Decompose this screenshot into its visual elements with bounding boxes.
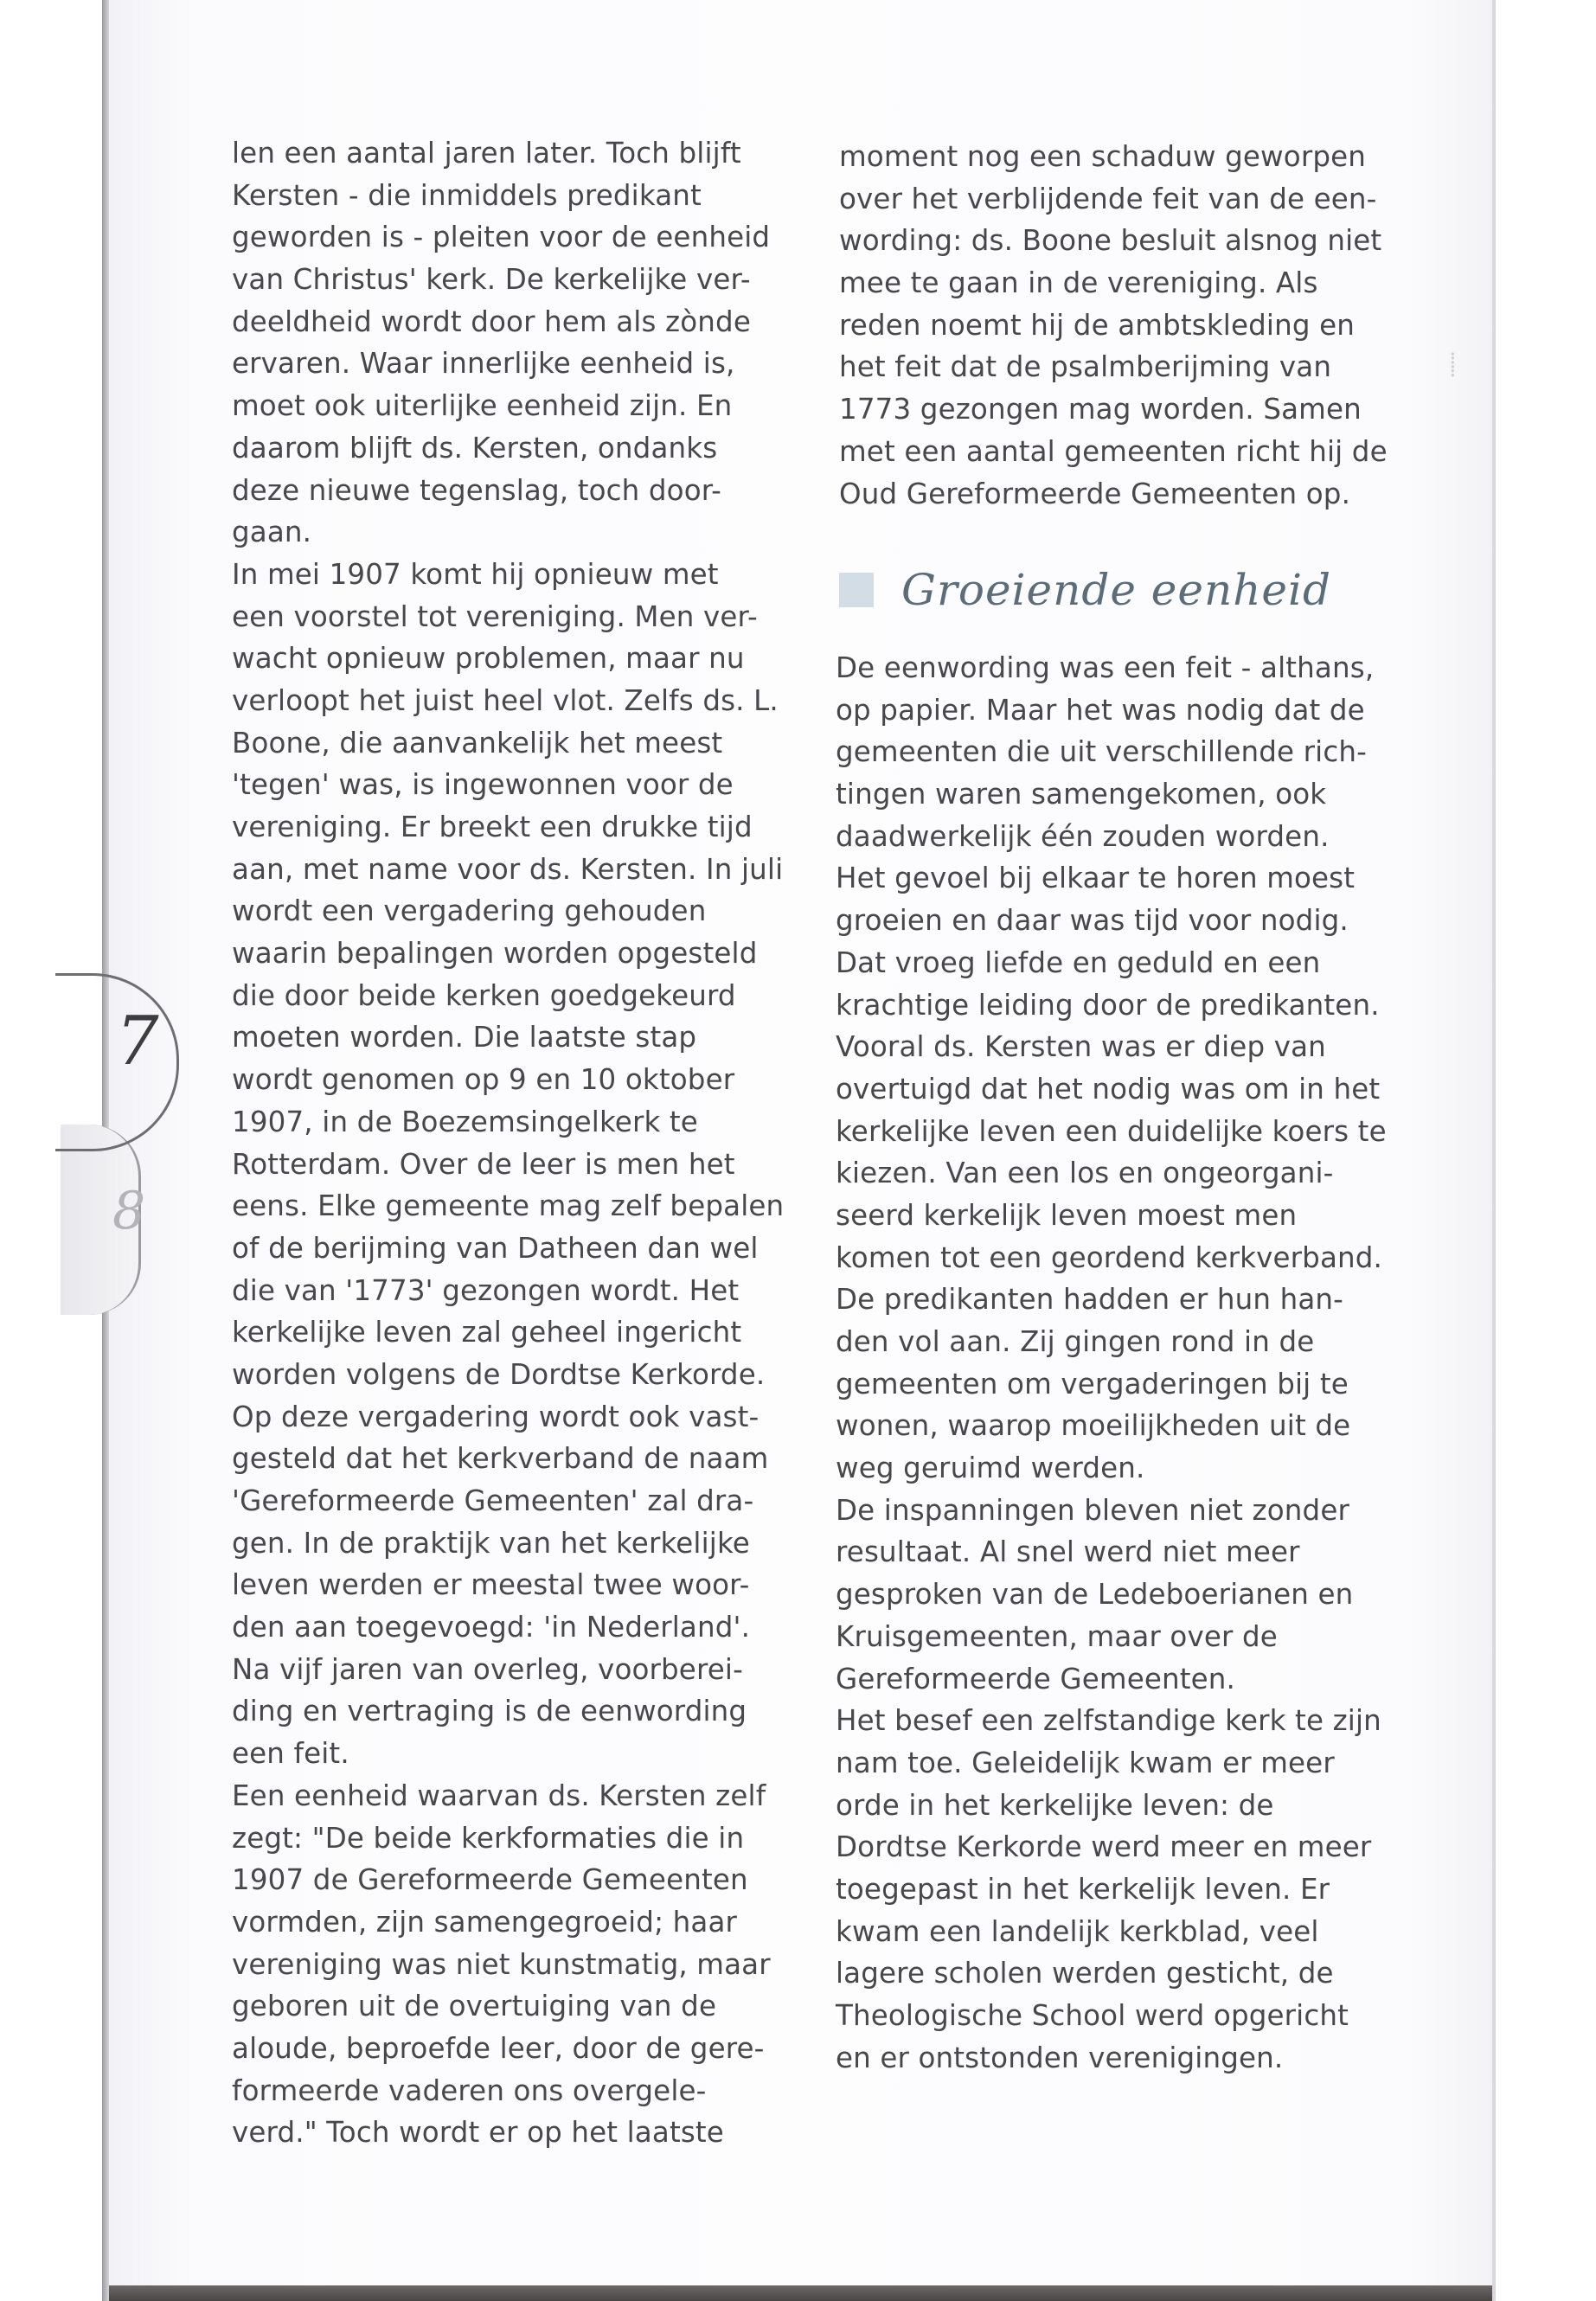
text-line: De eenwording was een feit - althans, [836, 651, 1375, 684]
text-line: Kersten - die inmiddels predikant [232, 178, 702, 212]
right-text-column-bottom [836, 647, 1389, 2079]
page-right-edge [1492, 0, 1496, 2301]
text-line: den aan toegevoegd: 'in Nederland'. [232, 1611, 751, 1644]
left-text-column [232, 132, 785, 2154]
text-line: mee te gaan in de vereniging. Als [839, 266, 1318, 300]
text-line: wording: ds. Boone besluit alsnog niet [839, 224, 1382, 258]
text-line: 1907 de Gereformeerde Gemeenten [232, 1863, 748, 1897]
section-heading-text: Groeiende eenheid [901, 565, 1331, 615]
text-line: seerd kerkelijk leven moest men [836, 1198, 1298, 1232]
text-line: gesproken van de Ledeboerianen en [836, 1578, 1354, 1612]
text-line: Op deze vergadering wordt ook vast- [232, 1400, 760, 1433]
text-line: wonen, waarop moeilijkheden uit de [836, 1409, 1351, 1443]
bottom-edge-band [109, 2285, 1492, 2301]
text-line: formeerde vaderen ons overgele- [232, 2073, 707, 2107]
text-line: eens. Elke gemeente mag zelf bepalen [232, 1189, 785, 1223]
text-line: worden volgens de Dordtse Kerkorde. [232, 1357, 766, 1391]
text-line: en er ontstonden verenigingen. [836, 2041, 1284, 2074]
text-line: Dordtse Kerkorde werd meer en meer [836, 1830, 1372, 1864]
text-line: deeldheid wordt door hem als zònde [232, 304, 751, 338]
text-line: Een eenheid waarvan ds. Kersten zelf [232, 1779, 766, 1812]
text-line: Theologische School werd opgericht [836, 1999, 1349, 2032]
thumb-index-number-next: 8 [112, 1181, 146, 1241]
text-line: vereniging. Er breekt een drukke tijd [232, 811, 753, 843]
text-line: gemeenten die uit verschillende rich- [836, 735, 1367, 769]
text-line: overtuigd dat het nodig was om in het [836, 1072, 1381, 1106]
text-line: op papier. Maar het was nodig dat de [836, 693, 1365, 727]
text-line: gen. In de praktijk van het kerkelijke [232, 1526, 750, 1560]
text-line: Het besef een zelfstandige kerk te zijn [836, 1704, 1381, 1738]
text-line: waarin bepalingen worden opgesteld [232, 937, 758, 971]
text-line: De predikanten hadden er hun han- [836, 1283, 1344, 1317]
thumb-index-number: 7 [116, 1003, 159, 1080]
text-line: over het verblijdende feit van de een- [839, 182, 1377, 215]
text-line: 1907, in de Boezemsingelkerk te [232, 1105, 698, 1138]
text-line: Vooral ds. Kersten was er diep van [836, 1030, 1326, 1064]
text-line: tingen waren samengekomen, ook [836, 778, 1327, 811]
text-line: leven werden er meestal twee woor- [232, 1568, 750, 1602]
text-line: 'Gereformeerde Gemeenten' zal dra- [232, 1484, 754, 1517]
text-line: nam toe. Geleidelijk kwam er meer [836, 1746, 1335, 1779]
text-line: aloude, beproefde leer, door de gere- [232, 2031, 765, 2065]
text-line: wacht opnieuw problemen, maar nu [232, 642, 745, 676]
text-line: Kruisgemeenten, maar over de [836, 1619, 1278, 1653]
text-line: 1773 gezongen mag worden. Samen [839, 393, 1362, 426]
text-line: In mei 1907 komt hij opnieuw met [232, 557, 719, 591]
text-line: len een aantal jaren later. Toch blijft [232, 137, 741, 170]
text-line: of de berijming van Datheen dan wel [232, 1231, 759, 1265]
text-line: groeien en daar was tijd voor nodig. [836, 904, 1349, 938]
text-line: Oud Gereformeerde Gemeenten op. [839, 477, 1351, 510]
text-line: van Christus' kerk. De kerkelijke ver- [232, 263, 751, 297]
right-text-column-top [839, 136, 1393, 515]
text-line: kwam een landelijk kerkblad, veel [836, 1914, 1319, 1948]
text-line: wordt een vergadering gehouden [232, 894, 707, 928]
text-line: verloopt het juist heel vlot. Zelfs ds. L. [232, 683, 779, 717]
text-line: een voorstel tot vereniging. Men ver- [232, 599, 758, 633]
text-line: kiezen. Van een los en ongeorgani- [836, 1157, 1334, 1190]
text-line: daadwerkelijk één zouden worden. [836, 819, 1330, 853]
text-line: reden noemt hij de ambtskleding en [839, 308, 1355, 342]
text-line: Boone, die aanvankelijk het meest [232, 726, 723, 760]
text-line: moet ook uiterlijke eenheid zijn. En [232, 389, 733, 423]
text-line: Het gevoel bij elkaar te horen moest [836, 862, 1356, 895]
text-line: weg geruimd werden. [836, 1452, 1145, 1485]
text-line: resultaat. Al snel werd niet meer [836, 1535, 1300, 1569]
text-line: vormden, zijn samengegroeid; haar [232, 1905, 738, 1939]
text-line: daarom blijft ds. Kersten, ondanks [232, 431, 718, 465]
text-line: gesteld dat het kerkverband de naam [232, 1442, 769, 1476]
text-line: deze nieuwe tegenslag, toch door- [232, 473, 722, 507]
text-line: De inspanningen bleven niet zonder [836, 1493, 1349, 1527]
section-heading [839, 561, 1375, 621]
text-line: die door beide kerken goedgekeurd [232, 978, 736, 1012]
text-line: komen tot een geordend kerkverband. [836, 1240, 1383, 1274]
text-line: Gereformeerde Gemeenten. [836, 1662, 1236, 1695]
text-line: gemeenten om vergaderingen bij te [836, 1367, 1349, 1400]
text-line: een feit. [232, 1737, 349, 1771]
text-line: aan, met name voor ds. Kersten. In juli [232, 852, 784, 886]
text-line: kerkelijke leven een duidelijke koers te [836, 1114, 1387, 1148]
text-line: lagere scholen werden gesticht, de [836, 1957, 1334, 1990]
text-line: vereniging was niet kunstmatig, maar [232, 1947, 771, 1981]
text-line: krachtige leiding door de predikanten. [836, 988, 1380, 1022]
text-line: Dat vroeg liefde en geduld en een [836, 945, 1321, 979]
text-line: wordt genomen op 9 en 10 oktober [232, 1063, 735, 1097]
text-line: den vol aan. Zij gingen rond in de [836, 1325, 1315, 1358]
text-line: die van '1773' gezongen wordt. Het [232, 1273, 740, 1307]
margin-mark: ⸽ [1450, 352, 1456, 378]
text-line: Rotterdam. Over de leer is men het [232, 1147, 735, 1181]
text-line: zegt: "De beide kerkformaties die in [232, 1821, 745, 1855]
heading-square-icon [839, 573, 874, 607]
text-line: verd." Toch wordt er op het laatste [232, 2116, 724, 2150]
text-line: 'tegen' was, is ingewonnen voor de [232, 768, 734, 802]
text-line: kerkelijke leven zal geheel ingericht [232, 1316, 742, 1349]
text-line: geworden is - pleiten voor de eenheid [232, 221, 771, 254]
text-line: ding en vertraging is de eenwording [232, 1695, 747, 1728]
text-line: moeten worden. Die laatste stap [232, 1021, 697, 1054]
text-line: met een aantal gemeenten richt hij de [839, 434, 1388, 468]
text-line: toegepast in het kerkelijk leven. Er [836, 1872, 1330, 1906]
text-line: orde in het kerkelijke leven: de [836, 1788, 1274, 1822]
text-line: moment nog een schaduw geworpen [839, 140, 1367, 173]
text-line: Na vijf jaren van overleg, voorberei- [232, 1652, 743, 1686]
text-line: gaan. [232, 516, 312, 549]
text-line: ervaren. Waar innerlijke eenheid is, [232, 347, 735, 381]
text-line: het feit dat de psalmberijming van [839, 350, 1332, 384]
text-line: geboren uit de overtuiging van de [232, 1990, 717, 2023]
